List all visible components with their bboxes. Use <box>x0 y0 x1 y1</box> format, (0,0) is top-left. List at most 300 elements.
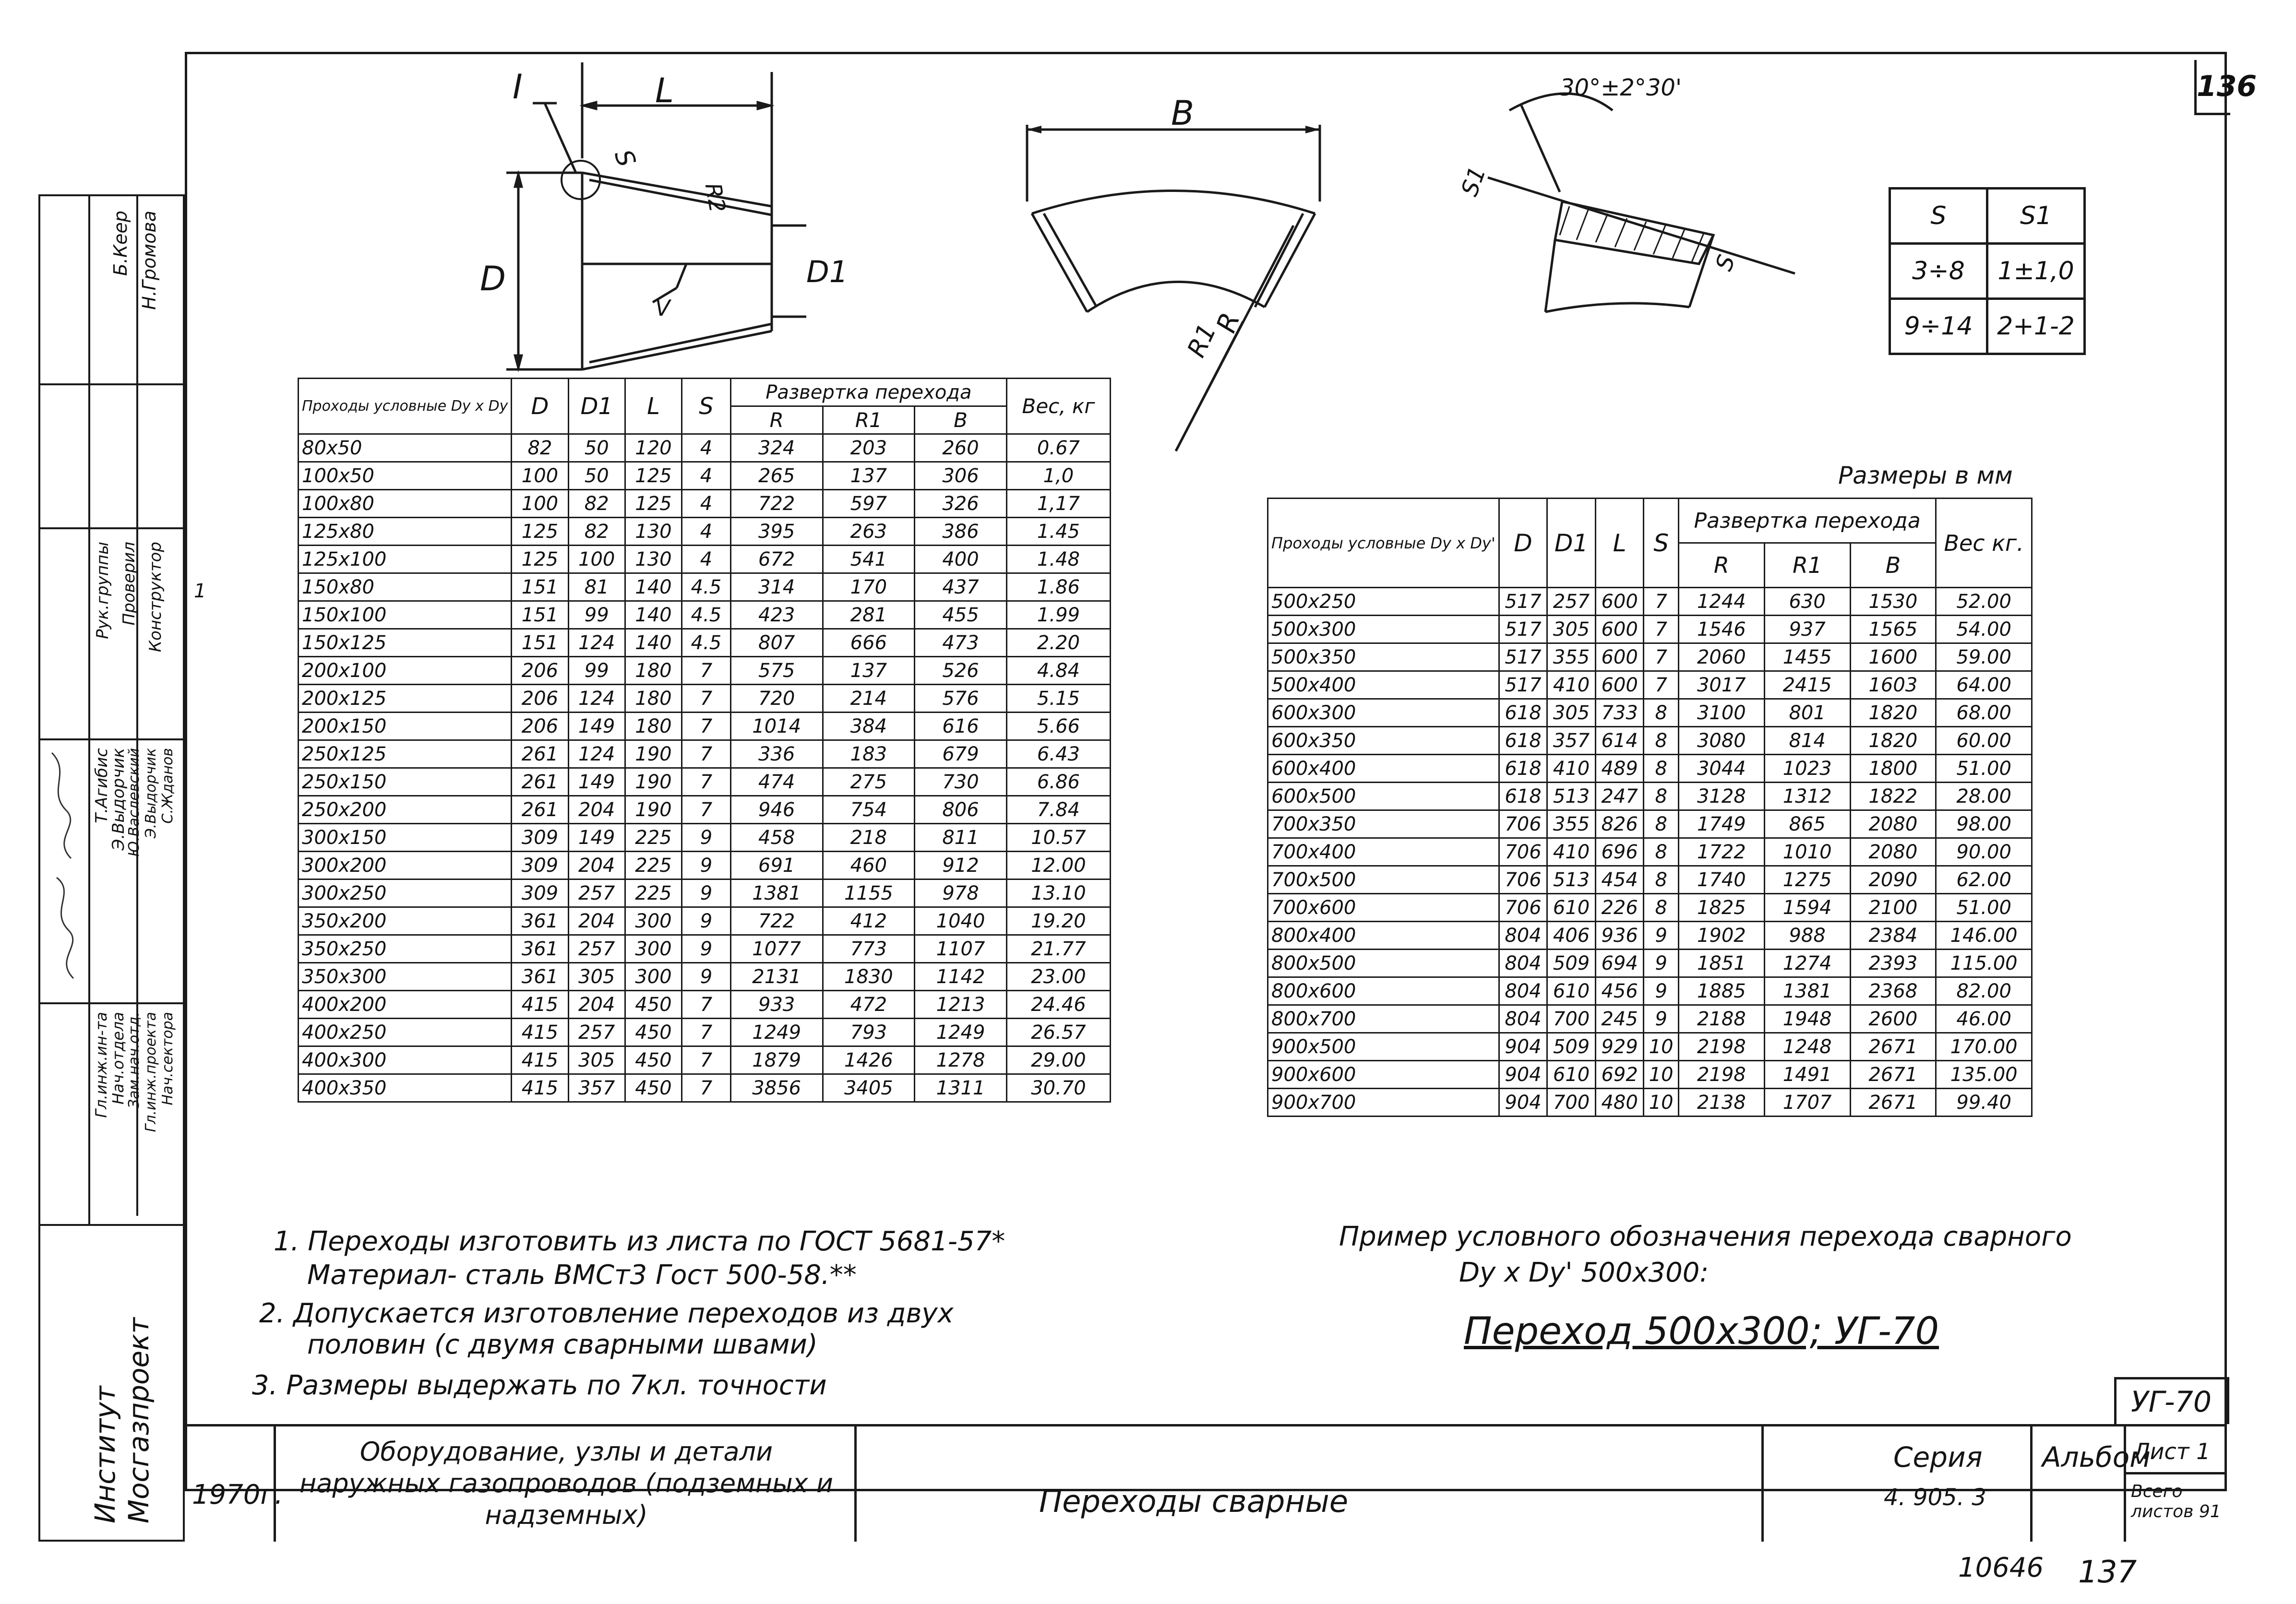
table-cell: 300x150 <box>299 824 512 852</box>
table-cell: 357 <box>1547 727 1596 755</box>
table-cell: 257 <box>1547 588 1596 616</box>
sector-label-b: B <box>1171 94 1195 133</box>
table-row <box>1268 866 2032 894</box>
col-header-razv: Развертка перехода <box>730 379 1006 406</box>
table-row <box>299 685 1111 713</box>
table-cell: 135.00 <box>1936 1061 2032 1089</box>
table-cell: 7 <box>682 768 731 796</box>
table-cell: 2.20 <box>1006 629 1110 657</box>
table-row <box>299 573 1111 601</box>
table-cell: 410 <box>1547 838 1596 866</box>
cone-label-l: L <box>655 71 674 110</box>
stamp-upper-extra: 1 <box>194 580 206 602</box>
table-cell: 1010 <box>1764 838 1850 866</box>
table-cell: 9 <box>1644 977 1679 1005</box>
table-cell: 190 <box>625 796 682 824</box>
table-cell: 261 <box>512 768 568 796</box>
table-cell: 500x400 <box>1268 671 1499 699</box>
table-cell: 3017 <box>1678 671 1764 699</box>
table-cell: 130 <box>625 518 682 546</box>
table-cell: 314 <box>730 573 823 601</box>
table-cell: 30.70 <box>1006 1074 1110 1102</box>
approval-stamp <box>38 194 206 1226</box>
table-cell: 1740 <box>1678 866 1764 894</box>
table-cell: 9 <box>682 907 731 935</box>
table-cell: 4.84 <box>1006 657 1110 685</box>
table-cell: 151 <box>512 629 568 657</box>
table-cell: 450 <box>625 1074 682 1102</box>
thickness-header-s1: S1 <box>1987 189 2085 244</box>
table-cell: 618 <box>1499 755 1547 783</box>
table-cell: 10.57 <box>1006 824 1110 852</box>
stamp-role: Нач.отдела <box>109 1012 127 1105</box>
table-cell: 618 <box>1499 727 1547 755</box>
table-cell: 300 <box>625 907 682 935</box>
stamp-role: Зам.нач.отд. <box>126 1012 143 1109</box>
table-cell: 814 <box>1764 727 1850 755</box>
table-cell: 811 <box>915 824 1007 852</box>
table-cell: 250x125 <box>299 740 512 768</box>
table-cell: 125 <box>625 490 682 518</box>
table-cell: 250x200 <box>299 796 512 824</box>
table-row <box>1268 755 2032 783</box>
table-cell: 190 <box>625 740 682 768</box>
table-cell: 700x500 <box>1268 866 1499 894</box>
table-cell: 978 <box>915 879 1007 907</box>
table-cell: 1546 <box>1678 616 1764 643</box>
table-cell: 900x600 <box>1268 1061 1499 1089</box>
stamp-upper-role: Проверил <box>120 542 139 626</box>
table-cell: 1278 <box>915 1046 1007 1074</box>
table-cell: 2198 <box>1678 1033 1764 1061</box>
table-cell: 100 <box>512 490 568 518</box>
table-cell: 7 <box>682 657 731 685</box>
weld-label-s: S <box>1710 251 1741 274</box>
table-cell: 773 <box>823 935 915 963</box>
table-cell: 146.00 <box>1936 922 2032 950</box>
table-cell: 28.00 <box>1936 783 2032 810</box>
table-cell: 450 <box>625 991 682 1019</box>
table-cell: 257 <box>568 1019 625 1046</box>
table-row <box>1268 699 2032 727</box>
table-cell: 100x80 <box>299 490 512 518</box>
table-cell: 4 <box>682 434 731 462</box>
table-cell: 1600 <box>1850 643 1936 671</box>
sheet-number: 136 <box>2194 60 2230 115</box>
table-cell: 400x350 <box>299 1074 512 1102</box>
table-cell: 281 <box>823 601 915 629</box>
table-cell: 865 <box>1764 810 1850 838</box>
table-cell: 1530 <box>1850 588 1936 616</box>
table-cell: 150x100 <box>299 601 512 629</box>
table-cell: 904 <box>1499 1033 1547 1061</box>
table-cell: 1.45 <box>1006 518 1110 546</box>
table-cell: 1,0 <box>1006 462 1110 490</box>
table-cell: 204 <box>568 796 625 824</box>
table-cell: 1312 <box>1764 783 1850 810</box>
table-cell: 98.00 <box>1936 810 2032 838</box>
sheet-label: Лист 1 <box>2133 1438 2211 1464</box>
table-cell: 305 <box>568 1046 625 1074</box>
table-cell: 357 <box>568 1074 625 1102</box>
table-cell: 300x200 <box>299 852 512 879</box>
table-cell: 226 <box>1595 894 1644 922</box>
note-2-cont: половин (с двумя сварными швами) <box>307 1329 818 1360</box>
col-header-r: R <box>730 406 823 434</box>
table-cell: 336 <box>730 740 823 768</box>
col-header-ves: Вес кг. <box>1936 499 2032 588</box>
table-cell: 2188 <box>1678 1005 1764 1033</box>
table-cell: 7 <box>1644 643 1679 671</box>
table-cell: 150x80 <box>299 573 512 601</box>
table-cell: 2600 <box>1850 1005 1936 1033</box>
table-row <box>299 546 1111 573</box>
table-row <box>1268 950 2032 977</box>
table-cell: 454 <box>1595 866 1644 894</box>
col-header-pass: Проходы условные Dy x Dy' <box>1268 499 1499 588</box>
table-cell: 4 <box>682 518 731 546</box>
table-cell: 722 <box>730 907 823 935</box>
table-cell: 600 <box>1595 616 1644 643</box>
table-cell: 309 <box>512 879 568 907</box>
table-cell: 3044 <box>1678 755 1764 783</box>
table-cell: 7.84 <box>1006 796 1110 824</box>
table-cell: 9 <box>682 879 731 907</box>
table-cell: 904 <box>1499 1089 1547 1117</box>
code-cell <box>2114 1377 2229 1424</box>
table-cell: 400x200 <box>299 991 512 1019</box>
table-cell: 50 <box>568 462 625 490</box>
table-cell: 68.00 <box>1936 699 2032 727</box>
table-cell: 400x300 <box>299 1046 512 1074</box>
table-cell: 804 <box>1499 922 1547 950</box>
table-cell: 150x125 <box>299 629 512 657</box>
table-cell: 517 <box>1499 671 1547 699</box>
table-cell: 261 <box>512 796 568 824</box>
table-cell: 1707 <box>1764 1089 1850 1117</box>
sector-label-r: R <box>1210 309 1246 337</box>
table-cell: 51.00 <box>1936 755 2032 783</box>
table-cell: 80x50 <box>299 434 512 462</box>
table-cell: 50 <box>568 434 625 462</box>
table-cell: 100 <box>512 462 568 490</box>
sizes-caption: Размеры в мм <box>1838 462 2013 489</box>
table-cell: 509 <box>1547 950 1596 977</box>
table-cell: 1820 <box>1850 699 1936 727</box>
table-cell: 600x500 <box>1268 783 1499 810</box>
table-cell: 1107 <box>915 935 1007 963</box>
table-cell: 46.00 <box>1936 1005 2032 1033</box>
table-cell: 800x400 <box>1268 922 1499 950</box>
table-row <box>299 824 1111 852</box>
table-cell: 1311 <box>915 1074 1007 1102</box>
table-cell: 190 <box>625 768 682 796</box>
thickness-cell: 1±1,0 <box>1987 244 2085 299</box>
table-cell: 90.00 <box>1936 838 2032 866</box>
footer-number-1: 10646 <box>1958 1552 2044 1583</box>
table-cell: 170 <box>823 573 915 601</box>
table-cell: 517 <box>1499 616 1547 643</box>
table-cell: 4.5 <box>682 601 731 629</box>
table-cell: 691 <box>730 852 823 879</box>
table-row <box>1268 894 2032 922</box>
institute-cell <box>38 1226 185 1542</box>
table-cell: 140 <box>625 601 682 629</box>
table-cell: 1023 <box>1764 755 1850 783</box>
transitions-table-large <box>1267 498 2033 1117</box>
table-cell: 1851 <box>1678 950 1764 977</box>
table-row <box>1268 616 2032 643</box>
col-header-b: B <box>915 406 1007 434</box>
table-cell: 7 <box>682 740 731 768</box>
table-row <box>299 1046 1111 1074</box>
stamp-upper-name: Б.Кеер <box>110 211 131 276</box>
table-cell: 472 <box>823 991 915 1019</box>
col-header-ves: Вес, кг <box>1006 379 1110 434</box>
table-cell: 115.00 <box>1936 950 2032 977</box>
col-header-s: S <box>682 379 731 434</box>
table-cell: 2393 <box>1850 950 1936 977</box>
table-cell: 10 <box>1644 1033 1679 1061</box>
table-cell: 218 <box>823 824 915 852</box>
table-cell: 1274 <box>1764 950 1850 977</box>
stamp-upper-name: Н.Громова <box>139 211 160 310</box>
table-cell: 8 <box>1644 699 1679 727</box>
table-row <box>1268 643 2032 671</box>
thickness-cell: 2+1-2 <box>1987 299 2085 354</box>
table-cell: 450 <box>625 1046 682 1074</box>
table-cell: 7 <box>1644 588 1679 616</box>
table-row <box>1268 977 2032 1005</box>
table-cell: 696 <box>1595 838 1644 866</box>
description: Оборудование, узлы и детали наружных газопроводов (подземных и надземных) <box>299 1437 833 1530</box>
col-header-pass: Проходы условные Dy x Dy <box>299 379 512 434</box>
table-cell: 800x700 <box>1268 1005 1499 1033</box>
table-cell: 7 <box>1644 671 1679 699</box>
table-cell: 1014 <box>730 713 823 740</box>
table-cell: 206 <box>512 657 568 685</box>
table-cell: 1565 <box>1850 616 1936 643</box>
table-cell: 9 <box>682 852 731 879</box>
table-cell: 305 <box>1547 699 1596 727</box>
weld-detail-drawing <box>1449 72 1814 321</box>
table-cell: 400x250 <box>299 1019 512 1046</box>
table-cell: 206 <box>512 713 568 740</box>
stamp-name: Э.Выдорчик <box>143 748 159 839</box>
table-cell: 600x400 <box>1268 755 1499 783</box>
table-cell: 912 <box>915 852 1007 879</box>
table-cell: 7 <box>682 1046 731 1074</box>
table-cell: 6.43 <box>1006 740 1110 768</box>
table-cell: 260 <box>915 434 1007 462</box>
table-cell: 1213 <box>915 991 1007 1019</box>
col-header-l: L <box>1595 499 1644 588</box>
table-cell: 149 <box>568 713 625 740</box>
table-cell: 517 <box>1499 588 1547 616</box>
table-cell: 5.15 <box>1006 685 1110 713</box>
table-row <box>299 907 1111 935</box>
table-cell: 361 <box>512 963 568 991</box>
table-cell: 125x80 <box>299 518 512 546</box>
table-cell: 700x600 <box>1268 894 1499 922</box>
table-cell: 99 <box>568 657 625 685</box>
table-cell: 64.00 <box>1936 671 2032 699</box>
table-cell: 500x250 <box>1268 588 1499 616</box>
table-cell: 8 <box>1644 727 1679 755</box>
year: 1970г. <box>192 1479 283 1510</box>
table-cell: 1885 <box>1678 977 1764 1005</box>
table-cell: 355 <box>1547 643 1596 671</box>
table-cell: 900x700 <box>1268 1089 1499 1117</box>
table-cell: 1.99 <box>1006 601 1110 629</box>
cone-label-d1: D1 <box>806 254 849 289</box>
table-cell: 7 <box>682 713 731 740</box>
table-cell: 2080 <box>1850 838 1936 866</box>
col-header-s: S <box>1644 499 1679 588</box>
table-cell: 100x50 <box>299 462 512 490</box>
table-cell: 937 <box>1764 616 1850 643</box>
table-cell: 81 <box>568 573 625 601</box>
table-cell: 8 <box>1644 783 1679 810</box>
table-cell: 204 <box>568 852 625 879</box>
table-cell: 793 <box>823 1019 915 1046</box>
col-header-r: R <box>1678 543 1764 588</box>
note-3: 3. Размеры выдержать по 7кл. точности <box>252 1370 827 1401</box>
transitions-table-small <box>298 378 1111 1103</box>
table-cell: 214 <box>823 685 915 713</box>
table-cell: 263 <box>823 518 915 546</box>
table-cell: 700 <box>1547 1089 1596 1117</box>
table-row <box>1268 922 2032 950</box>
cone-label-d: D <box>480 259 506 298</box>
table-cell: 10 <box>1644 1089 1679 1117</box>
table-cell: 82.00 <box>1936 977 2032 1005</box>
table-cell: 423 <box>730 601 823 629</box>
table-cell: 300x250 <box>299 879 512 907</box>
example-line2: Dy x Dy' 500x300: <box>1459 1257 1709 1288</box>
table-cell: 733 <box>1595 699 1644 727</box>
table-cell: 410 <box>1547 671 1596 699</box>
table-cell: 1902 <box>1678 922 1764 950</box>
table-row <box>1268 1005 2032 1033</box>
table-cell: 600 <box>1595 643 1644 671</box>
table-cell: 180 <box>625 657 682 685</box>
table-cell: 700x350 <box>1268 810 1499 838</box>
table-cell: 1800 <box>1850 755 1936 783</box>
table-cell: 1249 <box>730 1019 823 1046</box>
table-cell: 754 <box>823 796 915 824</box>
stamp-name: Э.Выдорчик <box>109 748 128 851</box>
table-cell: 247 <box>1595 783 1644 810</box>
table-cell: 1,17 <box>1006 490 1110 518</box>
table-cell: 200x125 <box>299 685 512 713</box>
table-cell: 2384 <box>1850 922 1936 950</box>
table-cell: 1603 <box>1850 671 1936 699</box>
table-cell: 2080 <box>1850 810 1936 838</box>
table-cell: 933 <box>730 991 823 1019</box>
table-row <box>1268 1033 2032 1061</box>
table-row <box>1268 727 2032 755</box>
table-cell: 460 <box>823 852 915 879</box>
table-cell: 3128 <box>1678 783 1764 810</box>
table-cell: 1244 <box>1678 588 1764 616</box>
table-cell: 245 <box>1595 1005 1644 1033</box>
table-cell: 4 <box>682 546 731 573</box>
table-cell: 679 <box>915 740 1007 768</box>
table-cell: 450 <box>625 1019 682 1046</box>
code: УГ-70 <box>2131 1385 2212 1419</box>
table-cell: 350x250 <box>299 935 512 963</box>
table-cell: 415 <box>512 1074 568 1102</box>
table-cell: 600 <box>1595 671 1644 699</box>
table-cell: 7 <box>1644 616 1679 643</box>
table-cell: 415 <box>512 991 568 1019</box>
table-row <box>1268 783 2032 810</box>
table-cell: 666 <box>823 629 915 657</box>
table-cell: 7 <box>682 1074 731 1102</box>
table-cell: 29.00 <box>1006 1046 1110 1074</box>
table-cell: 130 <box>625 546 682 573</box>
table-cell: 8 <box>1644 894 1679 922</box>
table-cell: 2415 <box>1764 671 1850 699</box>
table-cell: 541 <box>823 546 915 573</box>
col-header-l: L <box>625 379 682 434</box>
table-cell: 8 <box>1644 866 1679 894</box>
note-2: 2. Допускается изготовление переходов из двух <box>259 1298 954 1329</box>
table-cell: 8 <box>1644 755 1679 783</box>
table-cell: 326 <box>915 490 1007 518</box>
total-sheets: Всего листов 91 <box>2131 1482 2221 1521</box>
table-cell: 8 <box>1644 838 1679 866</box>
table-cell: 355 <box>1547 810 1596 838</box>
table-cell: 597 <box>823 490 915 518</box>
stamp-upper-role: Рук.группы <box>93 542 112 639</box>
table-cell: 9 <box>1644 1005 1679 1033</box>
table-cell: 480 <box>1595 1089 1644 1117</box>
table-row <box>1268 838 2032 866</box>
table-row <box>299 991 1111 1019</box>
table-cell: 806 <box>915 796 1007 824</box>
table-cell: 350x300 <box>299 963 512 991</box>
thickness-cell: 3÷8 <box>1890 244 1987 299</box>
table-row <box>299 629 1111 657</box>
table-cell: 706 <box>1499 838 1547 866</box>
table-cell: 706 <box>1499 866 1547 894</box>
col-header-r1: R1 <box>823 406 915 434</box>
table-cell: 804 <box>1499 950 1547 977</box>
thickness-header-s: S <box>1890 189 1987 244</box>
table-cell: 3080 <box>1678 727 1764 755</box>
table-cell: 9 <box>682 824 731 852</box>
col-header-d: D <box>1499 499 1547 588</box>
weld-label-s1: S1 <box>1456 163 1492 200</box>
table-cell: 400 <box>915 546 1007 573</box>
signature-scribbles <box>42 743 88 993</box>
table-cell: 257 <box>568 879 625 907</box>
table-cell: 600 <box>1595 588 1644 616</box>
table-row <box>299 490 1111 518</box>
table-cell: 4 <box>682 462 731 490</box>
table-row <box>299 879 1111 907</box>
table-cell: 206 <box>512 685 568 713</box>
table-cell: 125 <box>512 518 568 546</box>
table-cell: 1491 <box>1764 1061 1850 1089</box>
table-cell: 9 <box>682 963 731 991</box>
table-cell: 149 <box>568 824 625 852</box>
table-cell: 600x350 <box>1268 727 1499 755</box>
table-cell: 1594 <box>1764 894 1850 922</box>
table-cell: 2131 <box>730 963 823 991</box>
